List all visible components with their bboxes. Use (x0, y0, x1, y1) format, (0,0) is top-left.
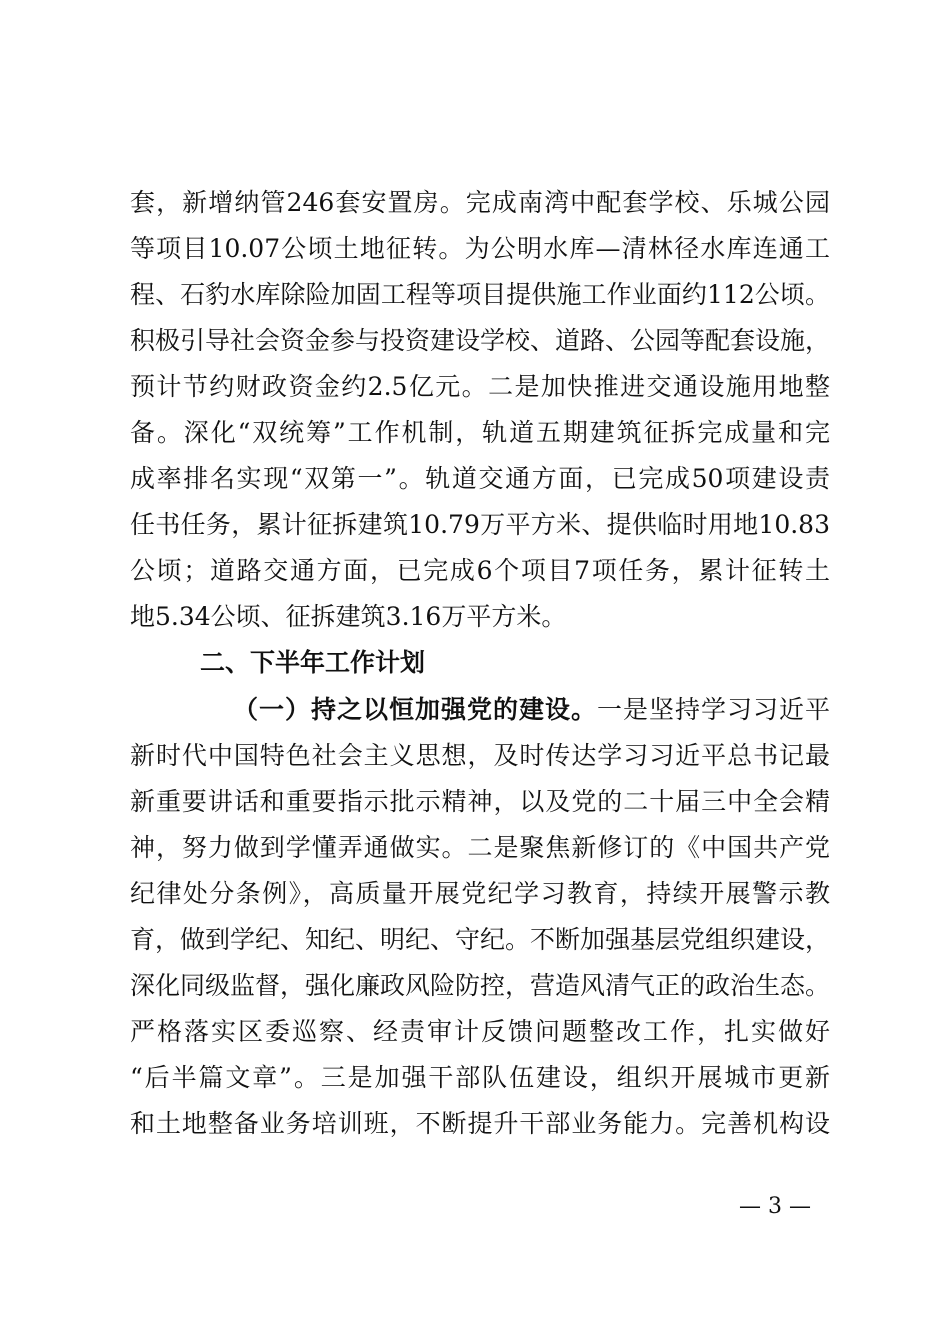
paragraph-line: 神，努力做到学懂弄通做实。二是聚焦新修订的《中国共产党 (130, 833, 830, 862)
paragraph-line: 等项目10.07公顷土地征转。为公明水库—清林径水库连通工 (130, 234, 830, 263)
paragraph-line: 备。深化“双统筹”工作机制，轨道五期建筑征拆完成量和完 (130, 418, 830, 447)
paragraph-line: 新时代中国特色社会主义思想，及时传达学习习近平总书记最 (130, 741, 830, 770)
paragraph-line: 深化同级监督，强化廉政风险防控，营造风清气正的政治生态。 (130, 971, 831, 1000)
paragraph-line: 成率排名实现“双第一”。轨道交通方面，已完成50项建设责 (130, 464, 830, 493)
paragraph-line: 新重要讲话和重要指示批示精神，以及党的二十届三中全会精 (130, 787, 830, 816)
paragraph-line: 任书任务，累计征拆建筑10.79万平方米、提供临时用地10.83 (130, 510, 830, 539)
paragraph-line: 积极引导社会资金参与投资建设学校、道路、公园等配套设施， (130, 326, 831, 355)
page-number: — 3 — (739, 1194, 811, 1219)
paragraph-line: 严格落实区委巡察、经责审计反馈问题整改工作，扎实做好 (130, 1017, 830, 1046)
paragraph-line: 程、石豹水库除险加固工程等项目提供施工作业面约112公顷。 (130, 280, 830, 309)
subsection-heading: （一）持之以恒加强党的建设。 (233, 695, 597, 724)
paragraph-line: 地5.34公顷、征拆建筑3.16万平方米。 (130, 602, 567, 631)
paragraph-line-rest: 一是坚持学习习近平 (596, 695, 830, 724)
paragraph-line: “后半篇文章”。三是加强干部队伍建设，组织开展城市更新 (130, 1063, 830, 1092)
paragraph-line: 育，做到学纪、知纪、明纪、守纪。不断加强基层党组织建设， (130, 925, 831, 954)
paragraph-line: 套，新增纳管246套安置房。完成南湾中配套学校、乐城公园 (130, 188, 830, 217)
paragraph-line: 公顷；道路交通方面，已完成6个项目7项任务，累计征转土 (130, 556, 830, 585)
section-heading: 二、下半年工作计划 (200, 648, 426, 677)
paragraph-line: 和土地整备业务培训班，不断提升干部业务能力。完善机构设 (130, 1109, 830, 1138)
paragraph-line: 预计节约财政资金约2.5亿元。二是加快推进交通设施用地整 (130, 372, 830, 401)
paragraph-line: 纪律处分条例》，高质量开展党纪学习教育，持续开展警示教 (130, 879, 830, 908)
paragraph-first-line (233, 687, 830, 733)
